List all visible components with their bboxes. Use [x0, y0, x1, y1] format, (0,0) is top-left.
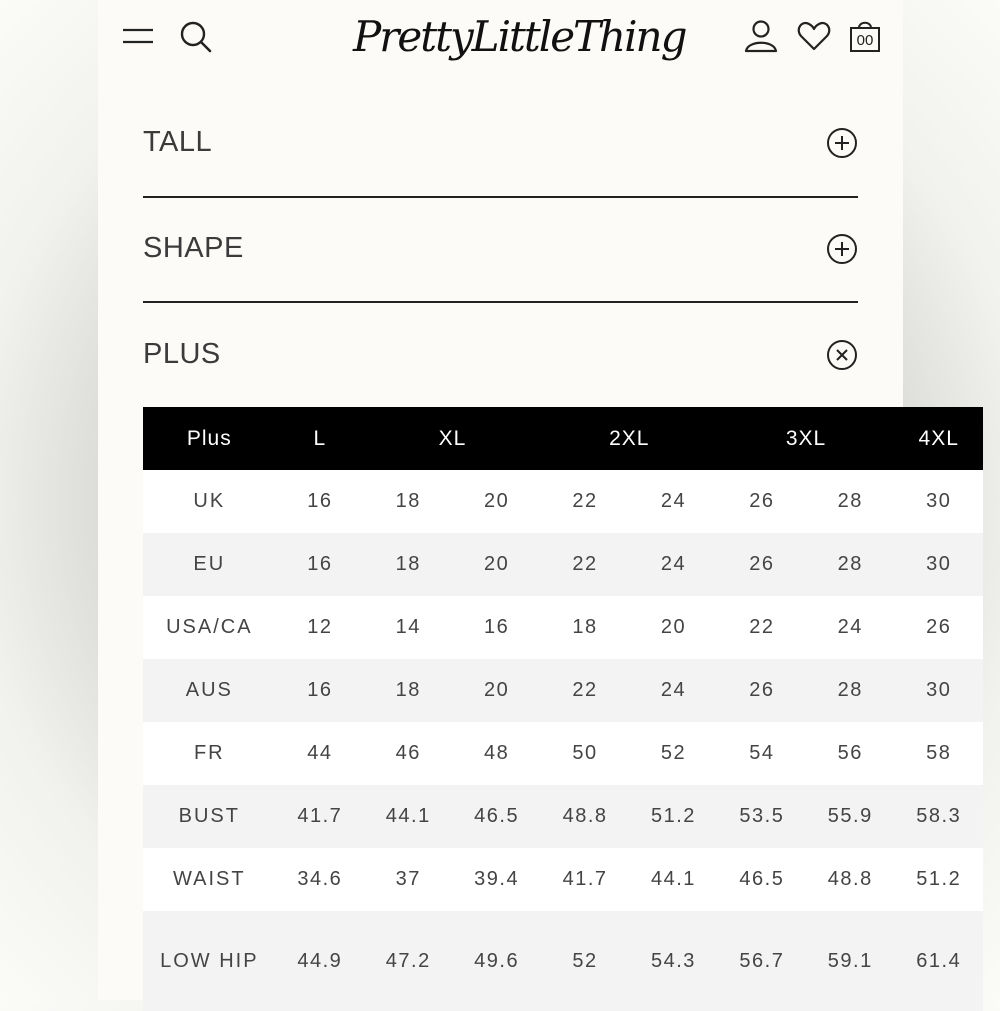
table-cell: 56.7 — [718, 911, 806, 1011]
size-table-scroll[interactable] — [143, 407, 962, 1000]
table-header-row — [143, 407, 983, 470]
plus-circle-icon[interactable] — [826, 127, 858, 159]
table-cell: 61.4 — [894, 911, 983, 1011]
table-cell: 24 — [629, 659, 717, 722]
accordion-plus[interactable] — [143, 320, 858, 390]
table-cell: 39.4 — [452, 848, 540, 911]
cart-count-badge: 00 — [856, 32, 874, 49]
table-cell: 44.1 — [364, 785, 452, 848]
header-cell-l: L — [276, 407, 364, 470]
header-cell-2xl: 2XL — [541, 407, 718, 470]
table-cell: 50 — [541, 722, 629, 785]
table-cell: 20 — [452, 470, 540, 533]
table-cell: 16 — [276, 533, 364, 596]
table-cell: 16 — [452, 596, 540, 659]
table-row — [143, 911, 983, 1011]
table-cell: 51.2 — [894, 848, 983, 911]
table-cell: 20 — [629, 596, 717, 659]
header-cell-xl: XL — [364, 407, 541, 470]
table-cell: 46.5 — [718, 848, 806, 911]
table-cell: 41.7 — [276, 785, 364, 848]
table-cell: 55.9 — [806, 785, 894, 848]
table-cell: 12 — [276, 596, 364, 659]
table-cell: 16 — [276, 470, 364, 533]
table-cell: 26 — [718, 659, 806, 722]
table-cell: 37 — [364, 848, 452, 911]
table-cell: 14 — [364, 596, 452, 659]
table-cell: 24 — [629, 470, 717, 533]
table-cell: 26 — [718, 470, 806, 533]
divider — [143, 196, 858, 198]
wishlist-heart-icon[interactable] — [797, 21, 831, 51]
table-cell: 52 — [541, 911, 629, 1011]
table-cell: 20 — [452, 533, 540, 596]
table-cell: 53.5 — [718, 785, 806, 848]
close-circle-icon[interactable] — [826, 339, 858, 371]
table-cell: 59.1 — [806, 911, 894, 1011]
site-header — [98, 0, 903, 80]
table-row — [143, 659, 983, 722]
table-cell: 18 — [541, 596, 629, 659]
table-row — [143, 722, 983, 785]
table-cell: 26 — [718, 533, 806, 596]
table-cell: 48.8 — [541, 785, 629, 848]
divider — [143, 301, 858, 303]
brand-logo[interactable] — [353, 2, 686, 72]
table-cell: 47.2 — [364, 911, 452, 1011]
table-cell: 26 — [894, 596, 983, 659]
accordion-shape[interactable] — [143, 215, 858, 285]
table-cell: 20 — [452, 659, 540, 722]
mobile-page — [98, 0, 962, 1000]
table-cell: 44.9 — [276, 911, 364, 1011]
table-cell: 18 — [364, 533, 452, 596]
logo-text: PrettyLittleThing — [353, 12, 686, 61]
table-cell: 48.8 — [806, 848, 894, 911]
table-cell: 30 — [894, 533, 983, 596]
table-cell: 44.1 — [629, 848, 717, 911]
table-cell: 34.6 — [276, 848, 364, 911]
table-cell: 51.2 — [629, 785, 717, 848]
search-icon[interactable] — [179, 20, 213, 54]
plus-circle-icon[interactable] — [826, 233, 858, 265]
table-cell: 24 — [629, 533, 717, 596]
table-cell: 28 — [806, 470, 894, 533]
table-cell: 54.3 — [629, 911, 717, 1011]
accordion-shape-title: SHAPE — [143, 232, 244, 264]
table-row — [143, 785, 983, 848]
table-row — [143, 848, 983, 911]
table-row — [143, 470, 983, 533]
account-icon[interactable] — [744, 19, 778, 53]
table-cell: 24 — [806, 596, 894, 659]
header-cell-4xl: 4XL — [894, 407, 983, 470]
row-label: BUST — [143, 785, 276, 848]
table-cell: 41.7 — [541, 848, 629, 911]
row-label: WAIST — [143, 848, 276, 911]
table-cell: 28 — [806, 659, 894, 722]
table-cell: 22 — [718, 596, 806, 659]
row-label: FR — [143, 722, 276, 785]
table-cell: 52 — [629, 722, 717, 785]
table-cell: 22 — [541, 533, 629, 596]
table-cell: 46.5 — [452, 785, 540, 848]
table-cell: 22 — [541, 659, 629, 722]
table-cell: 16 — [276, 659, 364, 722]
table-cell: 58.3 — [894, 785, 983, 848]
plus-size-table — [143, 407, 983, 1011]
row-label: UK — [143, 470, 276, 533]
table-cell: 56 — [806, 722, 894, 785]
accordion-tall[interactable] — [143, 110, 858, 180]
table-cell: 18 — [364, 659, 452, 722]
table-cell: 46 — [364, 722, 452, 785]
row-label: EU — [143, 533, 276, 596]
row-label: AUS — [143, 659, 276, 722]
shopping-bag-button[interactable] — [848, 18, 882, 54]
table-row — [143, 596, 983, 659]
accordion-tall-title: TALL — [143, 126, 213, 158]
table-cell: 49.6 — [452, 911, 540, 1011]
table-cell: 58 — [894, 722, 983, 785]
table-cell: 28 — [806, 533, 894, 596]
table-cell: 54 — [718, 722, 806, 785]
table-cell: 30 — [894, 659, 983, 722]
table-cell: 44 — [276, 722, 364, 785]
table-cell: 22 — [541, 470, 629, 533]
row-label: USA/CA — [143, 596, 276, 659]
table-row — [143, 533, 983, 596]
table-cell: 48 — [452, 722, 540, 785]
table-cell: 30 — [894, 470, 983, 533]
header-cell-3xl: 3XL — [718, 407, 895, 470]
table-cell: 18 — [364, 470, 452, 533]
row-label: LOW HIP — [143, 911, 276, 1011]
accordion-plus-title: PLUS — [143, 338, 221, 370]
menu-icon[interactable] — [122, 27, 154, 47]
header-cell-plus: Plus — [143, 407, 276, 470]
